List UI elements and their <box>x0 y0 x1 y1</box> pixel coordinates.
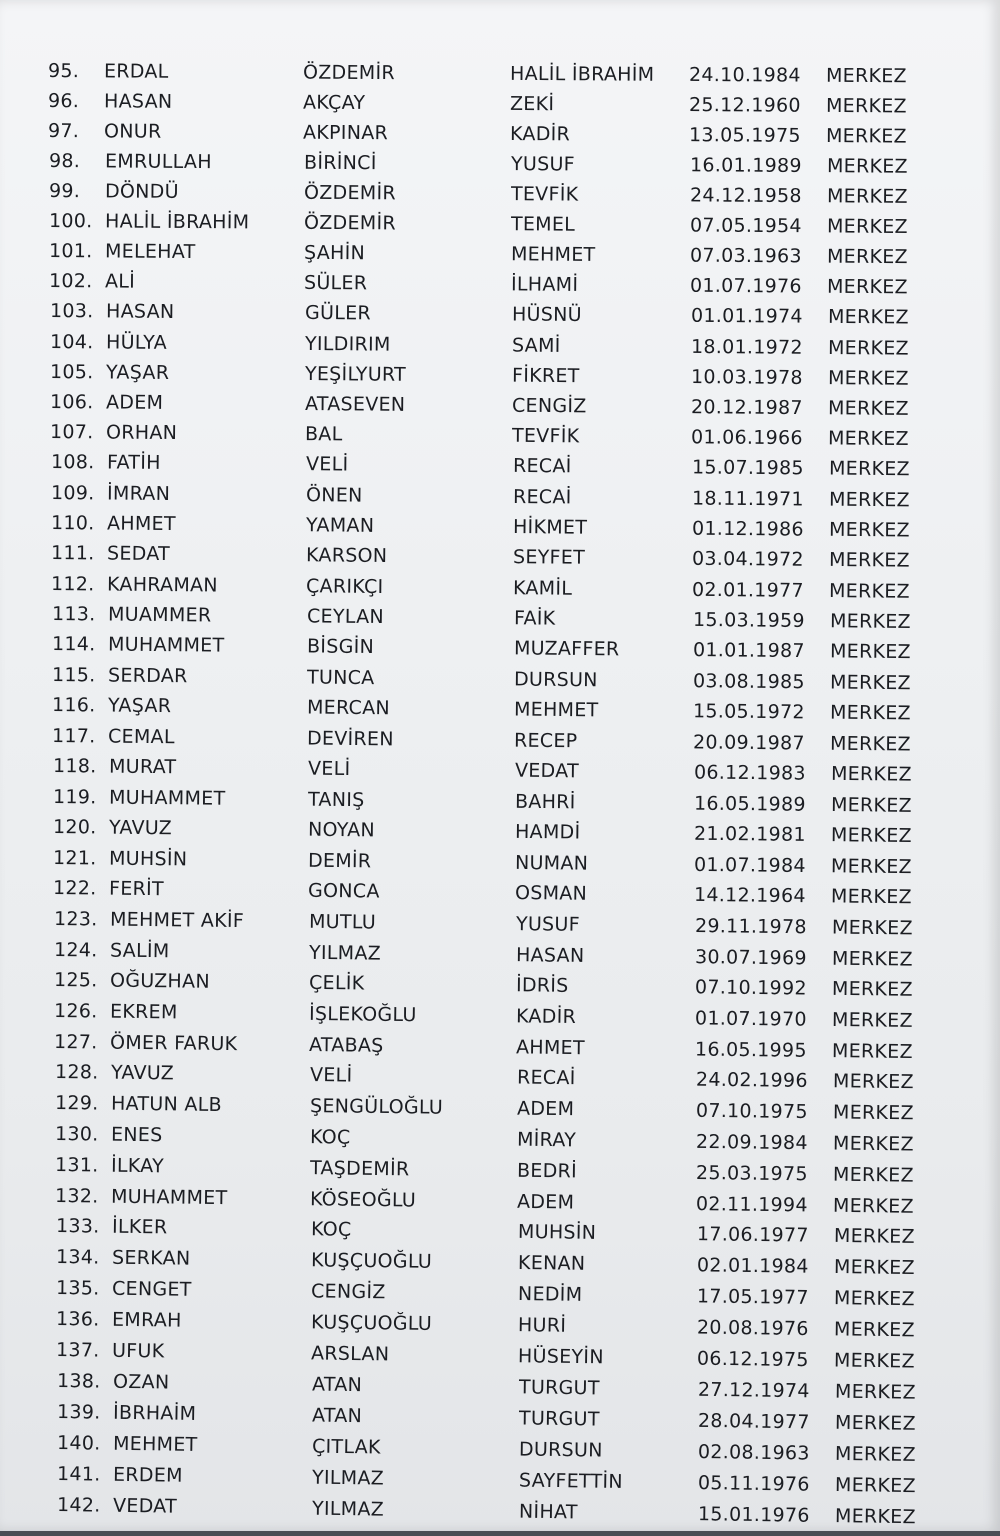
place: MERKEZ <box>829 458 910 481</box>
last-name: ÖZDEMİR <box>304 212 396 235</box>
place: MERKEZ <box>830 641 911 664</box>
father-name: ZEKİ <box>510 93 554 115</box>
place: MERKEZ <box>834 1350 915 1373</box>
last-name: TAŞDEMİR <box>310 1157 410 1180</box>
place: MERKEZ <box>830 671 911 694</box>
place: MERKEZ <box>830 702 911 725</box>
place: MERKEZ <box>827 215 908 238</box>
row-number: 108. <box>51 451 95 473</box>
last-name: GONCA <box>308 880 380 903</box>
row-number: 141. <box>57 1463 101 1486</box>
father-name: MEHMET <box>511 243 596 266</box>
last-name: YILDIRIM <box>305 332 391 355</box>
first-name: İBRHAİM <box>113 1402 197 1425</box>
birth-date: 24.12.1958 <box>690 184 802 207</box>
row-number: 132. <box>55 1185 99 1208</box>
last-name: ATASEVEN <box>305 393 406 416</box>
row-number: 135. <box>56 1277 100 1300</box>
place: MERKEZ <box>831 855 912 878</box>
first-name: SALİM <box>110 939 170 962</box>
last-name: AKPINAR <box>303 122 388 145</box>
birth-date: 28.04.1977 <box>698 1410 810 1434</box>
first-name: HASAN <box>104 90 173 112</box>
father-name: SAYFETTİN <box>519 1470 623 1493</box>
last-name: CENGİZ <box>311 1281 386 1304</box>
last-name: BİSGİN <box>307 636 374 659</box>
row-number: 105. <box>50 361 94 383</box>
first-name: MUHAMMET <box>108 634 225 657</box>
birth-date: 25.03.1975 <box>696 1162 808 1185</box>
father-name: DURSUN <box>519 1438 603 1461</box>
father-name: RECEP <box>514 729 578 752</box>
row-number: 113. <box>52 603 96 625</box>
first-name: ONUR <box>104 120 162 142</box>
father-name: BEDRİ <box>517 1159 577 1182</box>
place: MERKEZ <box>829 610 910 633</box>
father-name: ADEM <box>517 1098 574 1121</box>
first-name: HALİL İBRAHİM <box>105 210 250 233</box>
last-name: ATAN <box>311 1374 361 1397</box>
birth-date: 01.01.1987 <box>693 639 805 662</box>
row-number: 121. <box>53 847 97 869</box>
father-name: OSMAN <box>515 882 587 905</box>
father-name: HALİL İBRAHİM <box>510 63 654 86</box>
place: MERKEZ <box>833 1194 914 1217</box>
first-name: UFUK <box>112 1340 165 1363</box>
birth-date: 07.03.1963 <box>690 245 802 268</box>
first-name: EKREM <box>110 1001 178 1024</box>
last-name: ARSLAN <box>311 1342 390 1365</box>
birth-date: 01.06.1966 <box>691 426 803 449</box>
row-number: 123. <box>54 908 98 930</box>
last-name: CEYLAN <box>307 605 384 628</box>
first-name: ALİ <box>105 271 135 293</box>
last-name: GÜLER <box>305 302 371 324</box>
row-number: 114. <box>52 633 96 655</box>
place: MERKEZ <box>828 336 909 359</box>
birth-date: 10.03.1978 <box>691 366 803 389</box>
birth-date: 16.05.1995 <box>695 1038 807 1061</box>
father-name: RECAİ <box>513 486 572 509</box>
birth-date: 01.12.1986 <box>692 518 804 541</box>
birth-date: 20.12.1987 <box>691 396 803 419</box>
first-name: MUHAMMET <box>109 786 226 809</box>
birth-date: 02.01.1984 <box>697 1255 809 1278</box>
row-number: 133. <box>56 1215 100 1238</box>
row-number: 98. <box>49 150 80 172</box>
row-number: 96. <box>48 90 79 112</box>
last-name: TUNCA <box>307 666 375 689</box>
place: MERKEZ <box>835 1412 916 1435</box>
birth-date: 07.05.1954 <box>690 215 802 238</box>
first-name: MEHMET <box>113 1433 198 1456</box>
place: MERKEZ <box>835 1474 916 1497</box>
father-name: KADİR <box>510 123 570 145</box>
first-name: SERDAR <box>108 664 188 687</box>
father-name: KAMİL <box>513 577 572 600</box>
row-number: 118. <box>53 755 97 777</box>
last-name: ÇELİK <box>309 972 365 995</box>
father-name: SEYFET <box>513 546 585 569</box>
birth-date: 15.05.1972 <box>693 701 805 724</box>
place: MERKEZ <box>827 246 908 269</box>
row-number: 101. <box>49 240 93 262</box>
place: MERKEZ <box>828 367 909 390</box>
father-name: TEMEL <box>511 213 575 235</box>
place: MERKEZ <box>828 306 909 329</box>
birth-date: 14.12.1964 <box>694 884 806 907</box>
first-name: MUHSİN <box>109 847 187 870</box>
father-name: ADEM <box>517 1190 575 1213</box>
row-number: 125. <box>54 969 98 991</box>
last-name: ÖZDEMİR <box>304 182 396 205</box>
last-name: YILMAZ <box>309 941 381 964</box>
first-name: İLKAY <box>111 1154 164 1177</box>
last-name: KUŞÇUOĞLU <box>311 1311 432 1335</box>
first-name: İLKER <box>112 1216 168 1239</box>
place: MERKEZ <box>830 763 911 786</box>
place: MERKEZ <box>834 1318 915 1341</box>
place: MERKEZ <box>832 947 913 970</box>
place: MERKEZ <box>833 1225 914 1248</box>
father-name: YUSUF <box>511 153 575 175</box>
first-name: AHMET <box>107 512 176 535</box>
last-name: VELİ <box>306 454 349 476</box>
first-name: OZAN <box>112 1371 169 1394</box>
place: MERKEZ <box>829 580 910 603</box>
place: MERKEZ <box>830 732 911 755</box>
row-number: 136. <box>56 1308 100 1331</box>
birth-date: 20.09.1987 <box>693 731 805 754</box>
place: MERKEZ <box>831 794 912 817</box>
row-number: 100. <box>49 210 93 232</box>
birth-date: 29.11.1978 <box>694 915 806 938</box>
row-number: 128. <box>55 1061 99 1084</box>
place: MERKEZ <box>834 1256 915 1279</box>
father-name: NEDİM <box>518 1283 583 1306</box>
father-name: YUSUF <box>515 913 579 936</box>
father-name: HURİ <box>518 1314 566 1337</box>
father-name: MUHSİN <box>517 1221 596 1244</box>
birth-date: 01.07.1976 <box>690 275 802 298</box>
row-number: 116. <box>52 694 96 716</box>
first-name: MUHAMMET <box>111 1185 228 1208</box>
birth-date: 07.10.1992 <box>695 977 807 1000</box>
last-name: İŞLEKOĞLU <box>309 1003 417 1026</box>
place: MERKEZ <box>834 1381 915 1404</box>
father-name: TEVFİK <box>512 425 580 448</box>
last-name: ŞAHİN <box>304 242 365 264</box>
last-name: ŞENGÜLOĞLU <box>310 1095 443 1119</box>
last-name: KUŞÇUOĞLU <box>311 1250 432 1274</box>
first-name: YAŞAR <box>108 695 171 718</box>
first-name: ENES <box>111 1124 163 1147</box>
father-name: HÜSNÜ <box>512 304 582 327</box>
birth-date: 24.10.1984 <box>689 64 801 87</box>
row-number: 124. <box>54 939 98 961</box>
birth-date: 02.01.1977 <box>692 578 804 601</box>
row-number: 95. <box>48 60 79 82</box>
father-name: BAHRİ <box>515 790 576 813</box>
birth-date: 24.02.1996 <box>695 1069 807 1092</box>
row-number: 120. <box>53 816 97 838</box>
row-number: 138. <box>56 1370 100 1393</box>
father-name: AHMET <box>516 1036 585 1059</box>
first-name: CENGET <box>112 1278 192 1301</box>
last-name: KOÇ <box>310 1126 351 1148</box>
birth-date: 21.02.1981 <box>694 823 806 846</box>
row-number: 134. <box>56 1246 100 1269</box>
last-name: MUTLU <box>309 911 376 934</box>
place: MERKEZ <box>831 917 912 940</box>
row-number: 119. <box>53 786 97 808</box>
birth-date: 13.05.1975 <box>689 124 801 147</box>
row-number: 104. <box>50 331 94 353</box>
last-name: DEVİREN <box>307 727 394 750</box>
last-name: TANIŞ <box>308 788 365 811</box>
birth-date: 15.07.1985 <box>692 457 804 480</box>
birth-date: 22.09.1984 <box>696 1131 808 1154</box>
first-name: ÖMER FARUK <box>110 1031 238 1054</box>
last-name: BAL <box>305 423 343 445</box>
row-number: 107. <box>50 421 94 443</box>
place: MERKEZ <box>828 397 909 420</box>
last-name: ÇITLAK <box>312 1436 381 1459</box>
birth-date: 05.11.1976 <box>698 1472 810 1496</box>
row-number: 126. <box>54 1000 98 1022</box>
last-name: AKÇAY <box>303 92 365 114</box>
row-number: 112. <box>51 573 95 595</box>
row-number: 129. <box>55 1092 99 1115</box>
father-name: FİKRET <box>512 364 580 387</box>
father-name: DURSUN <box>514 668 598 691</box>
first-name: FATİH <box>107 452 161 474</box>
last-name: YILMAZ <box>312 1467 384 1490</box>
row-number: 117. <box>52 725 96 747</box>
place: MERKEZ <box>826 95 907 118</box>
last-name: KARSON <box>306 545 388 568</box>
birth-date: 16.01.1989 <box>690 154 802 177</box>
place: MERKEZ <box>829 519 910 542</box>
row-number: 115. <box>52 664 96 686</box>
father-name: NİHAT <box>519 1501 578 1524</box>
place: MERKEZ <box>833 1102 914 1125</box>
first-name: EMRAH <box>112 1309 182 1332</box>
last-name: KOÇ <box>310 1219 351 1242</box>
row-number: 97. <box>48 120 79 142</box>
row-number: 131. <box>55 1154 99 1177</box>
place: MERKEZ <box>832 1009 913 1032</box>
birth-date: 27.12.1974 <box>697 1379 809 1403</box>
first-name: ADEM <box>106 391 163 413</box>
first-name: ERDAL <box>104 60 169 82</box>
birth-date: 01.01.1974 <box>691 305 803 328</box>
place: MERKEZ <box>833 1163 914 1186</box>
father-name: MİRAY <box>517 1129 576 1152</box>
place: MERKEZ <box>832 1040 913 1063</box>
first-name: DÖNDÜ <box>105 180 179 203</box>
father-name: HİKMET <box>513 516 587 539</box>
birth-date: 03.08.1985 <box>693 670 805 693</box>
place: MERKEZ <box>832 978 913 1001</box>
place: MERKEZ <box>827 276 908 299</box>
first-name: OĞUZHAN <box>110 970 210 993</box>
father-name: HÜSEYİN <box>518 1345 604 1368</box>
first-name: MUAMMER <box>108 604 212 627</box>
first-name: SEDAT <box>107 543 170 566</box>
last-name: BİRİNCİ <box>304 152 377 174</box>
birth-date: 07.10.1975 <box>696 1100 808 1123</box>
father-name: TURGUT <box>519 1407 600 1430</box>
row-number: 139. <box>57 1401 101 1424</box>
father-name: RECAİ <box>513 455 572 477</box>
row-number: 130. <box>55 1123 99 1146</box>
first-name: KAHRAMAN <box>107 573 218 596</box>
row-number: 111. <box>51 542 95 564</box>
birth-date: 02.08.1963 <box>698 1441 810 1465</box>
birth-date: 06.12.1983 <box>693 762 805 785</box>
birth-date: 15.03.1959 <box>693 609 805 632</box>
birth-date: 18.11.1971 <box>692 487 804 510</box>
row-number: 127. <box>54 1031 98 1054</box>
father-name: İDRİS <box>516 975 569 998</box>
row-number: 109. <box>51 482 95 504</box>
last-name: KÖSEOĞLU <box>310 1188 416 1211</box>
birth-date: 18.01.1972 <box>691 335 803 358</box>
first-name: CEMAL <box>108 725 175 748</box>
place: MERKEZ <box>833 1132 914 1155</box>
row-number: 99. <box>49 180 80 202</box>
first-name: HASAN <box>106 301 175 324</box>
row-number: 106. <box>50 391 94 413</box>
last-name: SÜLER <box>304 272 367 294</box>
place: MERKEZ <box>834 1287 915 1310</box>
father-name: MEHMET <box>514 699 599 722</box>
row-number: 102. <box>49 270 93 292</box>
first-name: YAVUZ <box>109 817 172 840</box>
last-name: MERCAN <box>307 697 390 720</box>
last-name: ÖNEN <box>306 484 363 506</box>
first-name: FERİT <box>109 878 164 901</box>
father-name: HAMDİ <box>515 821 581 844</box>
birth-date: 15.01.1976 <box>698 1503 810 1527</box>
place: MERKEZ <box>831 824 912 847</box>
place: MERKEZ <box>827 155 908 178</box>
place: MERKEZ <box>828 428 909 451</box>
birth-date: 03.04.1972 <box>692 548 804 571</box>
first-name: YAVUZ <box>111 1062 174 1085</box>
first-name: HÜLYA <box>106 331 167 353</box>
place: MERKEZ <box>835 1505 916 1528</box>
last-name: NOYAN <box>308 819 375 842</box>
first-name: HATUN ALB <box>111 1093 222 1116</box>
place: MERKEZ <box>835 1443 916 1466</box>
place: MERKEZ <box>827 185 908 208</box>
father-name: TEVFİK <box>511 183 579 205</box>
birth-date: 30.07.1969 <box>695 946 807 969</box>
last-name: YAMAN <box>306 514 374 537</box>
father-name: TURGUT <box>518 1376 599 1399</box>
first-name: EMRULLAH <box>105 150 212 173</box>
first-name: ERDEM <box>113 1464 183 1487</box>
birth-date: 02.11.1994 <box>696 1193 808 1216</box>
father-name: İLHAMİ <box>511 274 578 296</box>
place: MERKEZ <box>829 549 910 572</box>
father-name: KENAN <box>518 1252 586 1275</box>
last-name: YILMAZ <box>312 1498 384 1521</box>
first-name: ORHAN <box>106 422 177 445</box>
last-name: VELİ <box>308 758 351 780</box>
birth-date: 01.07.1970 <box>695 1007 807 1030</box>
place: MERKEZ <box>832 1071 913 1094</box>
father-name: FAİK <box>514 607 556 629</box>
row-number: 137. <box>56 1339 100 1362</box>
birth-date: 01.07.1984 <box>694 854 806 877</box>
place: MERKEZ <box>831 886 912 909</box>
birth-date: 17.06.1977 <box>696 1224 808 1247</box>
row-number: 140. <box>57 1432 101 1455</box>
father-name: KADİR <box>516 1005 576 1028</box>
place: MERKEZ <box>826 65 907 87</box>
birth-date: 25.12.1960 <box>689 94 801 117</box>
first-name: VEDAT <box>113 1495 177 1518</box>
place: MERKEZ <box>826 125 907 148</box>
last-name: ÖZDEMİR <box>303 62 395 85</box>
row-number: 110. <box>51 512 95 534</box>
first-name: İMRAN <box>107 482 170 505</box>
father-name: RECAİ <box>516 1067 575 1090</box>
birth-date: 16.05.1989 <box>694 792 806 815</box>
first-name: MURAT <box>109 756 177 779</box>
row-number: 122. <box>53 877 97 899</box>
father-name: MUZAFFER <box>514 638 620 661</box>
birth-date: 17.05.1977 <box>697 1286 809 1309</box>
row-number: 142. <box>57 1494 101 1517</box>
last-name: ATAN <box>312 1405 362 1428</box>
father-name: HASAN <box>516 944 585 967</box>
last-name: ATABAŞ <box>309 1034 384 1057</box>
place: MERKEZ <box>829 488 910 511</box>
first-name: MEHMET AKİF <box>110 909 244 932</box>
birth-date: 20.08.1976 <box>697 1317 809 1340</box>
row-number: 103. <box>50 300 94 322</box>
last-name: YEŞİLYURT <box>305 363 406 386</box>
father-name: NUMAN <box>515 852 588 875</box>
father-name: CENGİZ <box>512 395 587 418</box>
last-name: DEMİR <box>308 850 372 873</box>
last-name: VELİ <box>309 1064 352 1087</box>
first-name: SERKAN <box>112 1247 191 1270</box>
birth-date: 06.12.1975 <box>697 1348 809 1372</box>
last-name: ÇARIKÇI <box>306 575 384 598</box>
first-name: YAŞAR <box>106 361 169 383</box>
father-name: VEDAT <box>514 760 578 783</box>
first-name: MELEHAT <box>105 241 196 264</box>
father-name: SAMİ <box>512 334 561 356</box>
